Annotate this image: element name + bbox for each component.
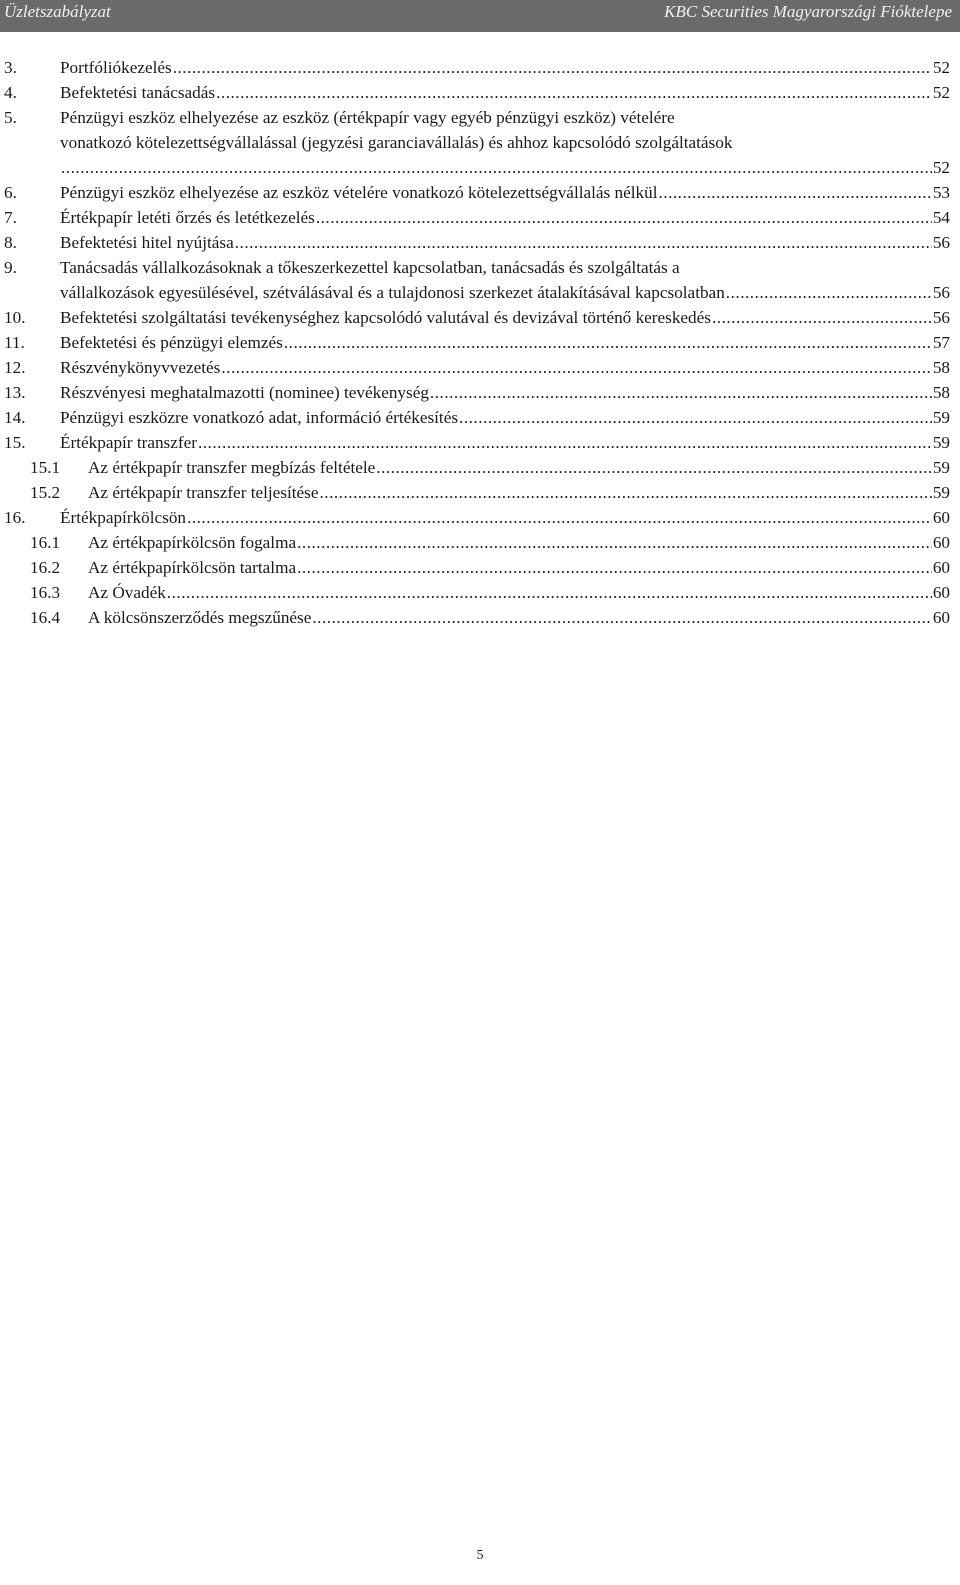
toc-entry-number: 10. — [4, 308, 26, 327]
toc-entry[interactable] — [4, 380, 950, 405]
page-number: 5 — [476, 1548, 484, 1563]
toc-entry-number: 11. — [4, 333, 25, 352]
toc-entry-title: Értékpapírkölcsön — [60, 508, 187, 527]
toc-entry-number: 4. — [4, 83, 17, 102]
toc-entry-title-line2: vállalkozások egyesülésével, szétválásával és a tulajdonosi szerkezet átalakításával kapcsolatban — [60, 283, 725, 302]
toc-entry[interactable] — [4, 180, 950, 205]
toc-entry-title: Befektetési hitel nyújtása — [60, 233, 234, 252]
toc-entry-page: 57 — [932, 333, 950, 352]
toc-entry-number: 8. — [4, 233, 17, 252]
toc-leader-dots — [430, 380, 932, 405]
toc-entry-title-line1: Pénzügyi eszköz elhelyezése az eszköz (értékpapír vagy egyéb pénzügyi eszköz) vételére — [60, 108, 675, 127]
toc-entry-title: A kölcsönszerződés megszűnése — [88, 608, 312, 627]
toc-entry-title: Portfóliókezelés — [60, 58, 172, 77]
toc-entry-title: Értékpapír letéti őrzés és letétkezelés — [60, 208, 315, 227]
toc-entry[interactable] — [4, 230, 950, 255]
toc-entry-number: 16. — [4, 508, 26, 527]
toc-entry-number: 9. — [4, 258, 17, 277]
toc-entry-number: 15.1 — [30, 458, 61, 477]
toc-leader-dots — [216, 80, 932, 105]
toc-subentry[interactable] — [4, 555, 950, 580]
table-of-contents — [4, 55, 950, 630]
toc-entry-number: 16.4 — [30, 608, 61, 627]
toc-leader-dots — [173, 55, 932, 80]
toc-leader-dots — [319, 480, 931, 505]
toc-leader-dots — [297, 530, 932, 555]
toc-entry[interactable] — [4, 355, 950, 380]
toc-leader-dots — [316, 205, 932, 230]
toc-entry-number: 5. — [4, 108, 17, 127]
toc-leader-dots — [284, 330, 932, 355]
page-header — [0, 0, 960, 32]
toc-leader-dots — [221, 355, 931, 380]
toc-leader-dots — [187, 505, 932, 530]
toc-entry-page: 60 — [932, 533, 950, 552]
toc-entry-title: Részvénykönyvvezetés — [60, 358, 221, 377]
toc-entry-number: 3. — [4, 58, 17, 77]
toc-subentry[interactable] — [4, 580, 950, 605]
toc-entry-page: 56 — [932, 283, 950, 302]
toc-entry-page: 59 — [932, 483, 950, 502]
toc-leader-dots — [167, 580, 932, 605]
toc-entry-title: Az értékpapírkölcsön fogalma — [88, 533, 297, 552]
toc-leader-dots — [459, 405, 932, 430]
toc-entry-title: Az értékpapír transzfer megbízás feltétele — [88, 458, 376, 477]
toc-entry-title: Befektetési szolgáltatási tevékenységhez kapcsolódó valutával és devizával történő kereskedés — [60, 308, 711, 327]
toc-entry[interactable] — [4, 430, 950, 455]
toc-entry-title: Pénzügyi eszköz elhelyezése az eszköz vételére vonatkozó kötelezettségvállalás nélkül — [60, 183, 658, 202]
toc-entry-page: 60 — [932, 558, 950, 577]
toc-entry-page: 59 — [932, 408, 950, 427]
toc-entry-page: 56 — [932, 233, 950, 252]
toc-entry-title: Befektetési és pénzügyi elemzés — [60, 333, 283, 352]
toc-leader-dots — [61, 155, 932, 180]
toc-entry-title: Pénzügyi eszközre vonatkozó adat, információ értékesítés — [60, 408, 459, 427]
toc-subentry[interactable] — [4, 530, 950, 555]
toc-entry[interactable] — [4, 55, 950, 80]
toc-entry-title: Az értékpapírkölcsön tartalma — [88, 558, 297, 577]
toc-subentry[interactable] — [4, 605, 950, 630]
toc-entry-page: 60 — [932, 583, 950, 602]
toc-leader-dots — [235, 230, 932, 255]
toc-entry-title: Az Óvadék — [88, 583, 166, 602]
toc-entry-page: 58 — [932, 358, 950, 377]
toc-entry-page: 53 — [932, 183, 950, 202]
toc-entry-number: 13. — [4, 383, 26, 402]
toc-entry[interactable] — [4, 255, 950, 305]
toc-entry[interactable] — [4, 80, 950, 105]
toc-entry-page: 58 — [932, 383, 950, 402]
toc-entry-number: 7. — [4, 208, 17, 227]
toc-entry-title-line1: Tanácsadás vállalkozásoknak a tőkeszerkezettel kapcsolatban, tanácsadás és szolgáltatás a — [60, 258, 680, 277]
toc-entry-number: 12. — [4, 358, 26, 377]
toc-subentry[interactable] — [4, 455, 950, 480]
toc-entry[interactable] — [4, 305, 950, 330]
toc-entry-title: Az értékpapír transzfer teljesítése — [88, 483, 319, 502]
header-company-name: KBC Securities Magyarországi Fióktelepe — [664, 2, 952, 21]
toc-leader-dots — [726, 280, 932, 305]
toc-entry-page: 52 — [932, 83, 950, 102]
toc-entry-number: 16.3 — [30, 583, 61, 602]
toc-leader-dots — [712, 305, 932, 330]
toc-leader-dots — [658, 180, 931, 205]
toc-entry[interactable] — [4, 505, 950, 530]
toc-entry-page: 56 — [932, 308, 950, 327]
toc-leader-dots — [198, 430, 932, 455]
toc-entry[interactable] — [4, 405, 950, 430]
toc-entry-title: Befektetési tanácsadás — [60, 83, 216, 102]
toc-entry[interactable] — [4, 105, 950, 180]
toc-entry-title: Értékpapír transzfer — [60, 433, 197, 452]
toc-entry-page: 59 — [932, 458, 950, 477]
toc-leader-dots — [297, 555, 932, 580]
header-document-title: Üzletszabályzat — [4, 2, 111, 21]
toc-entry-number: 14. — [4, 408, 26, 427]
toc-leader-dots — [376, 455, 932, 480]
toc-entry-title: Részvényesi meghatalmazotti (nominee) tevékenység — [60, 383, 429, 402]
toc-entry-number: 16.1 — [30, 533, 61, 552]
toc-entry-page: 59 — [932, 433, 950, 452]
toc-entry-page: 60 — [932, 608, 950, 627]
toc-entry-page: 52 — [932, 158, 950, 177]
toc-entry-number: 15. — [4, 433, 26, 452]
toc-entry-number: 15.2 — [30, 483, 61, 502]
toc-leader-dots — [312, 605, 931, 630]
toc-entry-page: 54 — [932, 208, 950, 227]
toc-entry-page: 60 — [932, 508, 950, 527]
toc-entry-number: 6. — [4, 183, 17, 202]
toc-entry[interactable] — [4, 330, 950, 355]
toc-entry-title-line2: vonatkozó kötelezettségvállalással (jegyzési garanciavállalás) és ahhoz kapcsolódó szolgáltatások — [60, 133, 733, 152]
toc-entry-number: 16.2 — [30, 558, 61, 577]
toc-entry-page: 52 — [932, 58, 950, 77]
toc-subentry[interactable] — [4, 480, 950, 505]
toc-entry[interactable] — [4, 205, 950, 230]
